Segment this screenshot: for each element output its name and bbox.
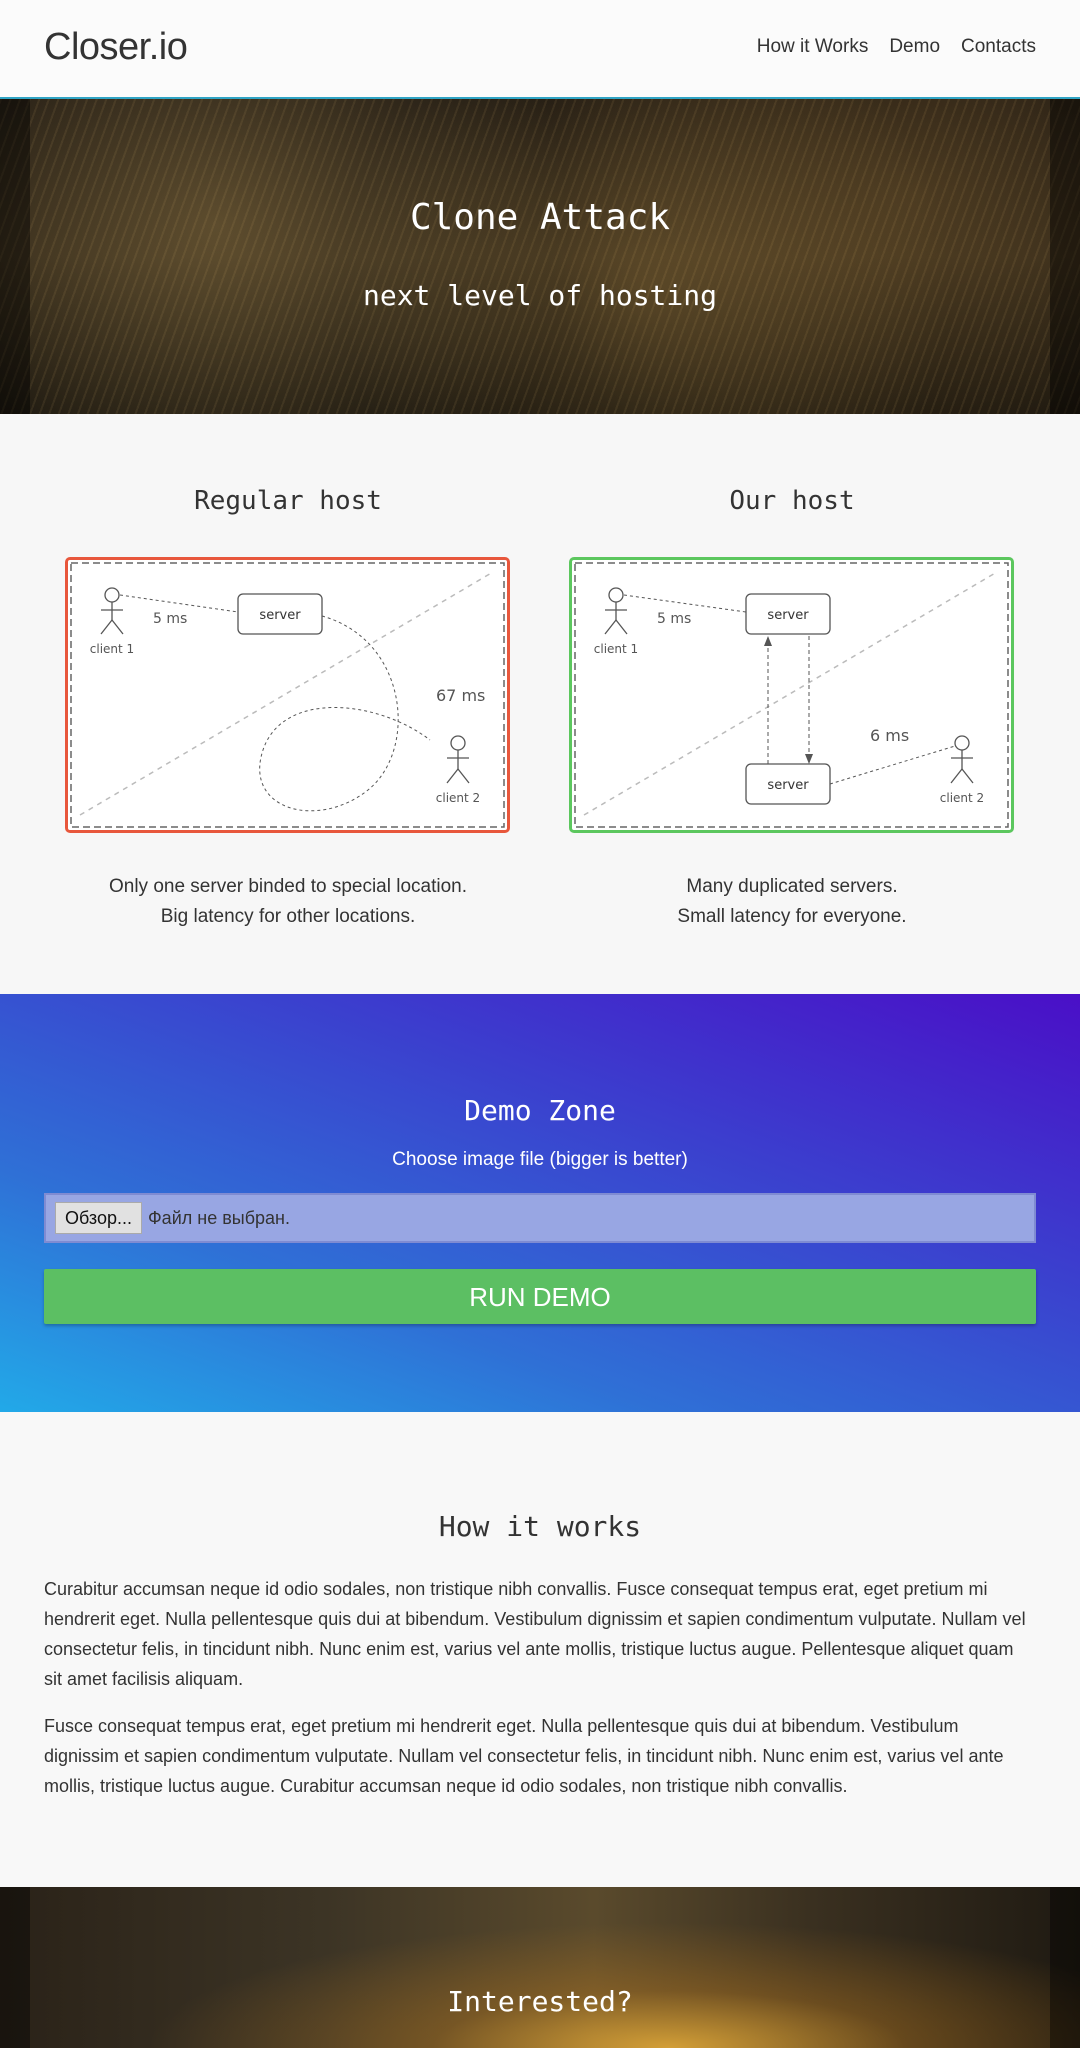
demo-zone-section [0,994,1080,1412]
client-1-label: client 1 [89,642,135,656]
nav-links [757,36,1036,58]
client-2-figure [447,736,469,783]
latency-5ms-label: 5 ms [657,611,692,627]
how-it-works-paragraph-1: Curabitur accumsan neque id odio sodales, non tristique nibh convallis. Fusce consequat tempus erat, eget pretium mi hendrerit eget. Nulla pellentesque quis dui at bibendum. Vestibulum dignissim et sapien condimentum vulputate. Nullam vel consectetur felis, in tincidunt nibh. Nunc enim est, varius vel ante mollis, tristique luctus augue. Pellentesque aliquet quam sit amet facilisis aliquam. [44,1579,1026,1689]
file-status-text: Файл не выбран. [148,1207,290,1228]
browse-button[interactable]: Обзор... [55,1202,142,1234]
client-2-label: client 2 [435,791,481,805]
regular-host-caption: Only one server binded to special location. Big latency for other locations. [108,876,468,927]
demo-zone-title: Demo Zone [464,1094,616,1127]
comparison-section [0,414,1080,994]
run-demo-button[interactable]: RUN DEMO [44,1269,1036,1324]
demo-zone-subtitle: Choose image file (bigger is better) [392,1149,688,1170]
our-host-diagram [569,557,1014,833]
hero-subtitle: next level of hosting [362,279,717,312]
nav-link-how-it-works[interactable]: How it Works [756,36,869,57]
client-2-label: client 2 [939,791,985,805]
latency-67ms-label: 67 ms [436,686,486,705]
interested-title: Interested? [447,1985,633,2018]
nav-link-demo[interactable]: Demo [889,36,941,57]
client-1-figure [101,588,123,634]
nav-link-contacts[interactable]: Contacts [961,36,1036,57]
top-navbar [0,0,1080,99]
file-input[interactable] [44,1193,1036,1243]
hero-banner [0,99,1080,414]
interested-section [0,1887,1080,2048]
our-host-title: Our host [729,486,855,516]
regular-host-title: Regular host [194,486,382,516]
latency-6ms-label: 6 ms [870,726,910,745]
client-1-label: client 1 [593,642,639,656]
brand-logo[interactable]: Closer.io [44,26,188,68]
how-it-works-title: How it works [438,1510,642,1543]
hero-title: Clone Attack [409,197,671,238]
latency-5ms-label: 5 ms [153,611,188,627]
regular-host-diagram [65,557,510,833]
server-label: server [767,608,809,623]
client-2-figure [951,736,973,783]
server-label: server [259,608,301,623]
how-it-works-paragraph-2: Fusce consequat tempus erat, eget pretium mi hendrerit eget. Nulla pellentesque quis dui at bibendum. Vestibulum dignissim et sapien condimentum vulputate. Nullam vel consectetur felis, in tincidunt nibh. Nunc enim est, varius vel ante mollis, tristique luctus augue. Curabitur accumsan neque id odio sodales, non tristique nibh convallis. [44,1716,1004,1796]
server-2-label: server [767,778,809,793]
client-1-figure [605,588,627,634]
how-it-works-section [0,1412,1080,1887]
our-host-caption: Many duplicated servers. Small latency for everyone. [677,876,907,927]
